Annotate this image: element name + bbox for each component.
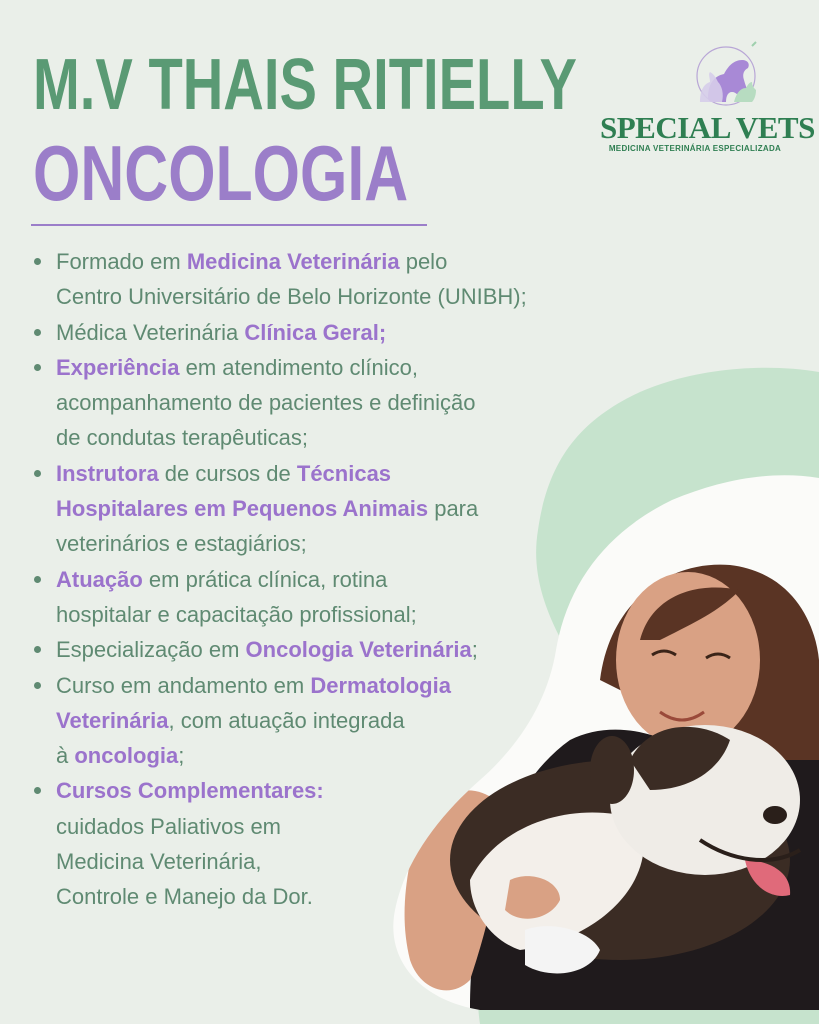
highlighted-text: Técnicas: [296, 460, 392, 486]
body-text: cuidados Paliativos em: [56, 813, 282, 839]
logo-wordmark: SPECIAL VETS: [600, 110, 815, 145]
body-text: Formado em: [56, 249, 187, 274]
body-text: pelo: [399, 249, 448, 274]
highlighted-text: Hospitalares em Pequenos Animais: [56, 496, 429, 522]
body-text: de cursos de: [158, 460, 297, 486]
body-text: ;: [471, 637, 478, 663]
highlighted-text: Oncologia Veterinária: [245, 637, 472, 663]
body-text: ;: [178, 743, 185, 769]
highlighted-text: Cursos Complementares:: [56, 778, 324, 804]
highlighted-text: oncologia: [74, 743, 179, 769]
logo-tagline: MEDICINA VETERINÁRIA ESPECIALIZADA: [608, 144, 782, 153]
qualification-item: [32, 773, 592, 914]
qualification-item: [32, 562, 592, 633]
qualification-item: [32, 350, 592, 456]
highlighted-text: Dermatologia: [310, 672, 451, 698]
vet-name-heading: M.V THAIS RITIELLY: [33, 45, 577, 125]
body-text: hospitalar e capacitação profissional;: [56, 601, 417, 627]
body-text: para: [428, 496, 479, 522]
body-text: Centro Universitário de Belo Horizonte (UNIBH);: [56, 284, 527, 310]
body-text: , com atuação integrada: [168, 707, 405, 733]
body-text: Curso em andamento em: [56, 672, 311, 698]
highlighted-text: Experiência: [56, 354, 180, 380]
special-vets-logo: [600, 32, 815, 162]
highlighted-text: Veterinária: [56, 707, 169, 733]
body-text: Especialização em: [56, 637, 246, 663]
highlighted-text: Clínica Geral;: [244, 319, 387, 345]
qualification-item: [32, 632, 592, 667]
qualification-item: [32, 244, 592, 315]
body-text: acompanhamento de pacientes e definição: [56, 390, 476, 416]
qualification-item: [32, 456, 592, 562]
heading-divider: [31, 224, 427, 226]
highlighted-text: Medicina Veterinária: [186, 249, 400, 274]
qualification-item: [32, 668, 592, 774]
highlighted-text: Atuação: [56, 566, 143, 592]
body-text: de condutas terapêuticas;: [56, 425, 308, 451]
body-text: Controle e Manejo da Dor.: [56, 884, 313, 910]
qualification-item: [32, 315, 592, 350]
dog-cat-silhouette-icon: [600, 32, 790, 112]
body-text: em prática clínica, rotina: [142, 566, 388, 592]
body-text: Médica Veterinária: [56, 319, 245, 345]
highlighted-text: Instrutora: [56, 460, 159, 486]
body-text: à: [56, 743, 75, 769]
qualifications-list: [32, 244, 592, 915]
body-text: em atendimento clínico,: [179, 354, 418, 380]
body-text: Medicina Veterinária,: [56, 849, 262, 875]
specialty-heading: ONCOLOGIA: [33, 129, 409, 217]
body-text: veterinários e estagiários;: [56, 531, 307, 557]
